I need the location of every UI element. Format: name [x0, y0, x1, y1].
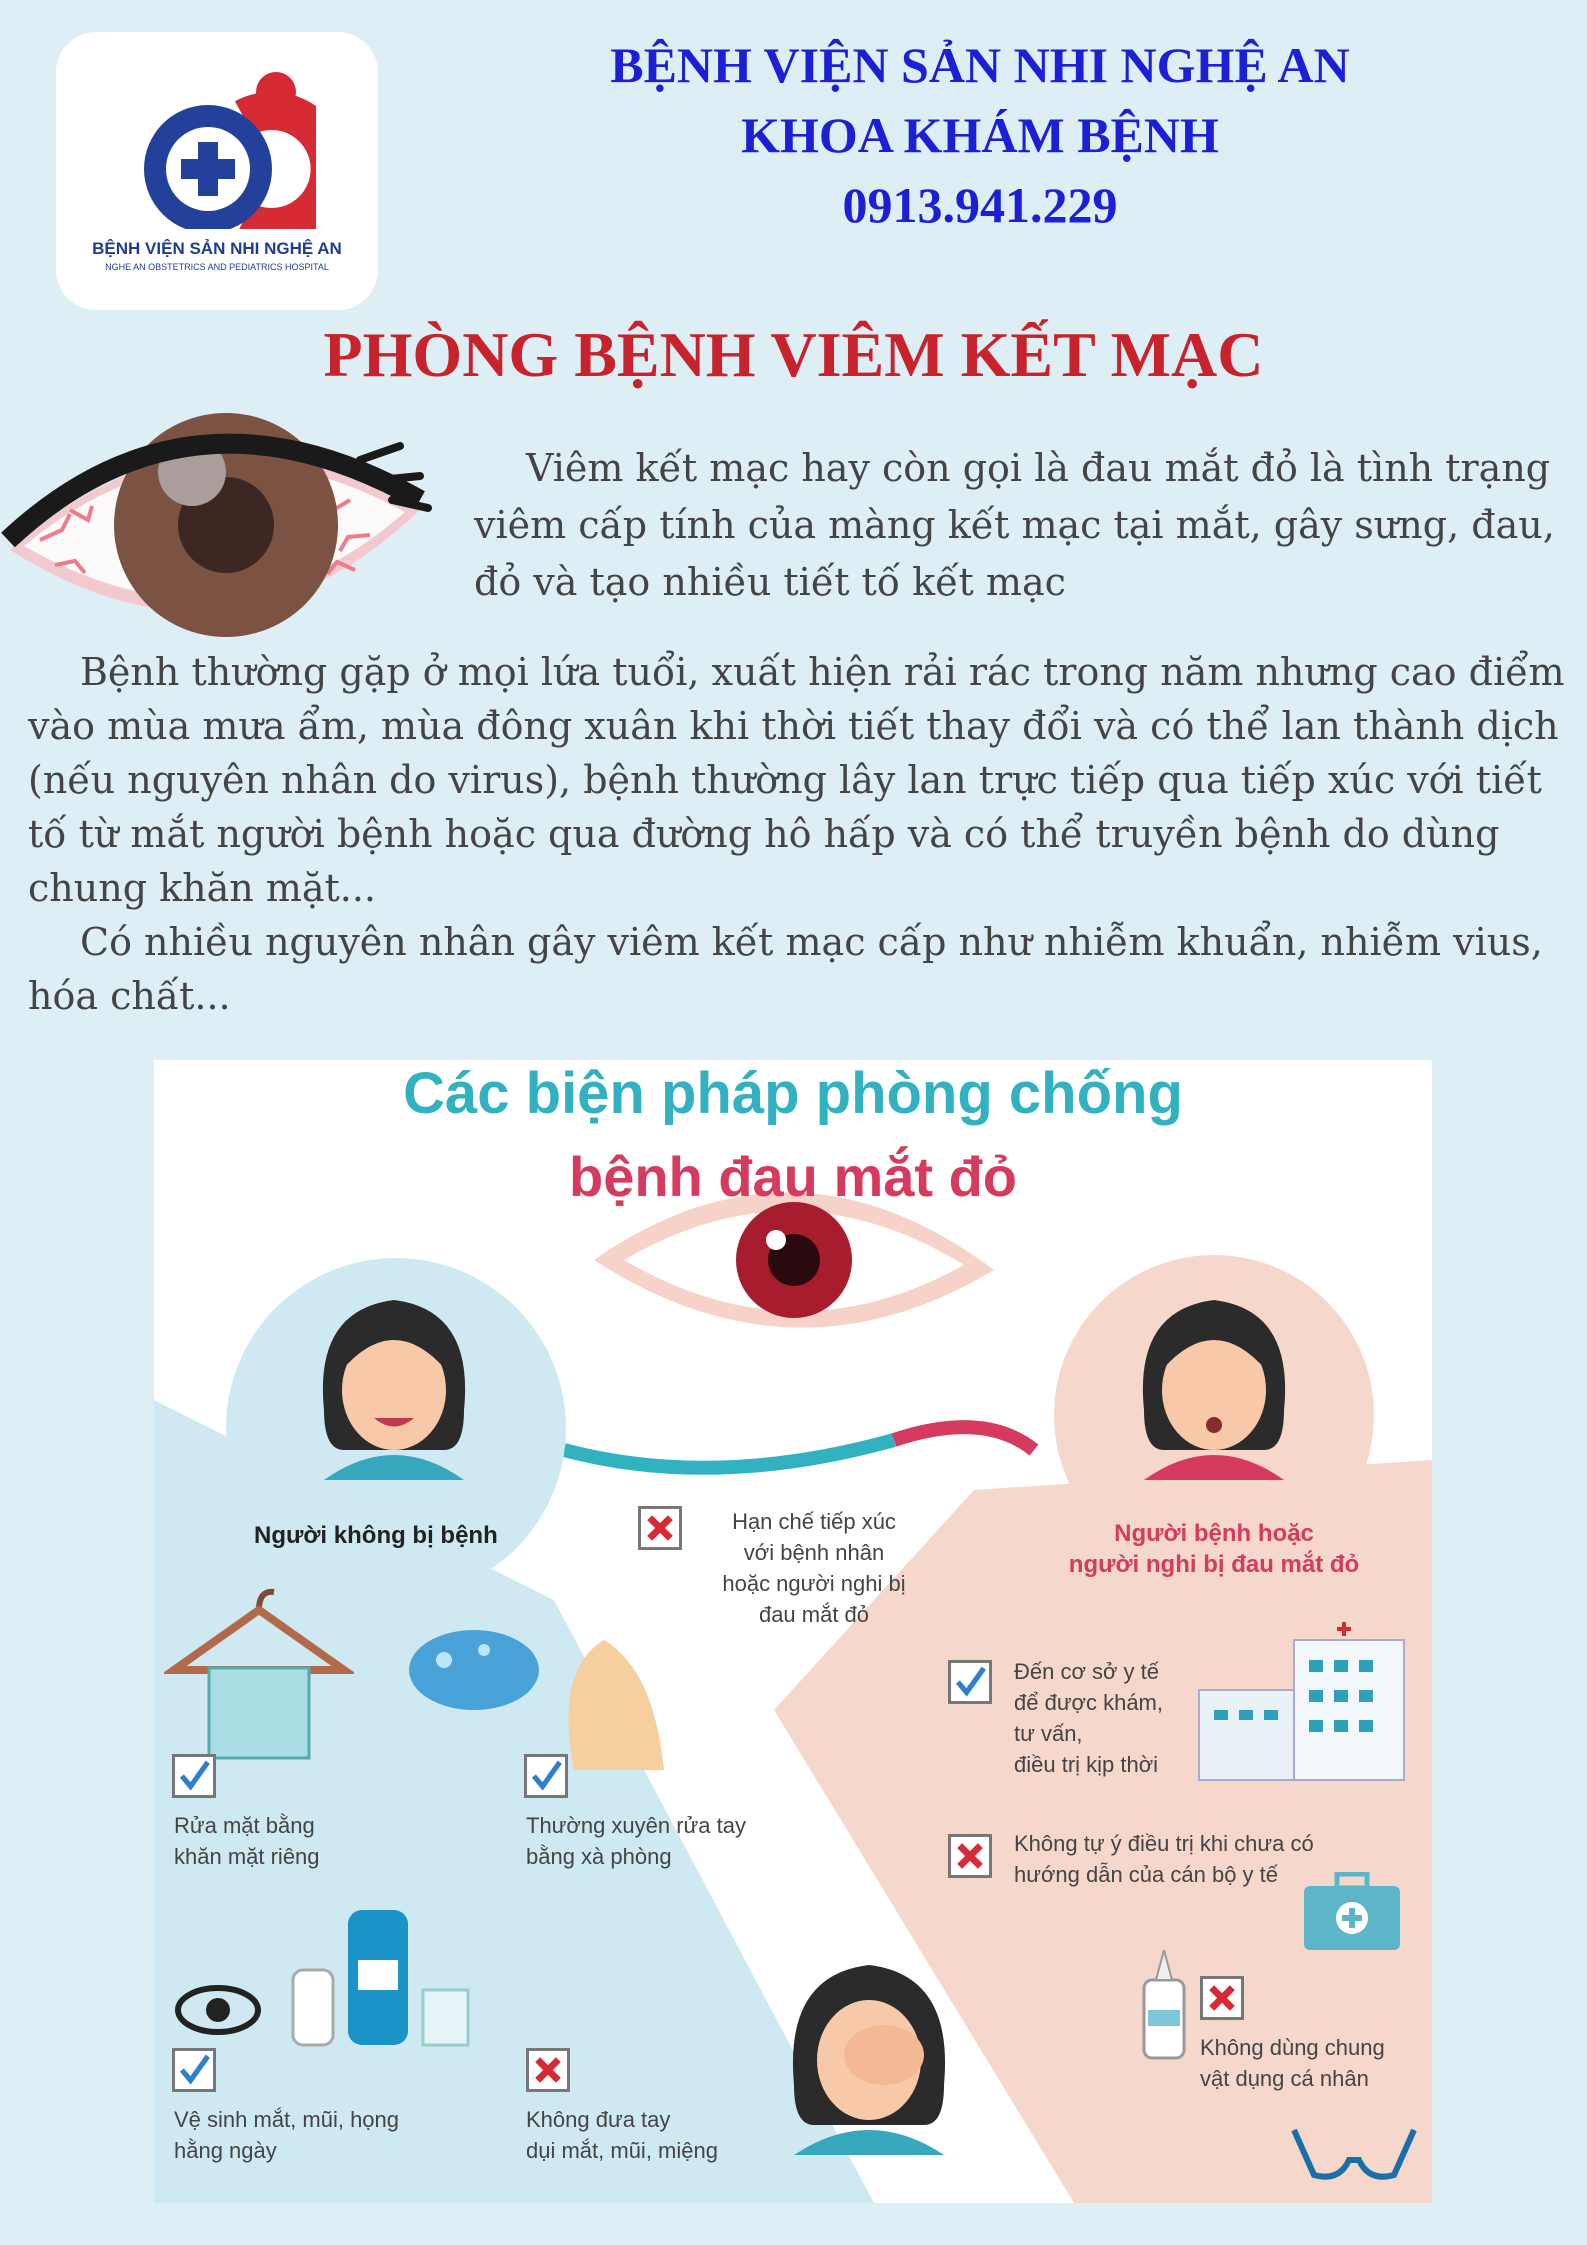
- no-self-treat-line-1: Không tự ý điều trị khi chưa có: [1014, 1831, 1314, 1856]
- phone-number: 0913.941.229: [842, 177, 1118, 233]
- hygiene-line-1: Vệ sinh mắt, mũi, họng: [174, 2107, 400, 2132]
- wash-face-line-1: Rửa mặt bằng: [174, 1813, 315, 1838]
- wash-hands-line-1: Thường xuyên rửa tay: [526, 1813, 746, 1838]
- department-name: KHOA KHÁM BỆNH: [741, 107, 1219, 163]
- limit-contact-line-4: đau mắt đỏ: [758, 1602, 870, 1627]
- eye-drops-icon: [168, 1900, 488, 2050]
- limit-contact-line-2: với bệnh nhân: [743, 1540, 885, 1565]
- go-clinic-line-4: điều trị kịp thời: [1014, 1752, 1159, 1777]
- check-icon: [172, 1754, 216, 1798]
- hospital-logo: [56, 32, 378, 310]
- go-clinic-line-3: tư vấn,: [1014, 1721, 1083, 1746]
- go-clinic-text: [1014, 1656, 1163, 1780]
- limit-contact-line-1: Hạn chế tiếp xúc: [732, 1509, 896, 1534]
- hygiene-text: [174, 2104, 399, 2166]
- dropper-bottle-icon: [1134, 1950, 1194, 2060]
- prevention-infographic: [154, 1060, 1432, 2203]
- no-touch-line-2: dụi mắt, mũi, miệng: [526, 2138, 718, 2163]
- soap-hands-icon: [404, 1610, 704, 1770]
- limit-contact-line-3: hoặc người nghi bị: [722, 1571, 906, 1596]
- hospital-building-icon: [1194, 1620, 1414, 1790]
- sick-person-label-line-1: Người bệnh hoặc: [1114, 1520, 1314, 1547]
- wash-face-text: [174, 1810, 320, 1872]
- cross-icon: [526, 2048, 570, 2092]
- intro-paragraph: Viêm kết mạc hay còn gọi là đau mắt đỏ là tình trạng viêm cấp tính của màng kết mạc tại mắt, gây sưng, đau, đỏ và tạo nhiều tiết tố kết mạc: [474, 446, 1555, 604]
- woman-rubbing-eye-icon: [764, 1955, 974, 2155]
- cross-icon: [638, 1506, 682, 1550]
- infographic-title: Các biện pháp phòng chống: [403, 1061, 1183, 1126]
- infographic-subtitle: bệnh đau mắt đỏ: [569, 1145, 1017, 1208]
- sick-person-label-line-2: người nghi bị đau mắt đỏ: [1068, 1551, 1360, 1578]
- no-self-treat-text: [1014, 1828, 1314, 1890]
- towel-hanger-icon: [164, 1580, 354, 1760]
- check-icon: [948, 1660, 992, 1704]
- hospital-logo-icon: [116, 54, 316, 229]
- wash-hands-line-2: bằng xà phòng: [526, 1844, 672, 1869]
- wash-hands-text: [526, 1810, 746, 1872]
- no-share-text: [1200, 2032, 1385, 2094]
- no-self-treat-line-2: hướng dẫn của cán bộ y tế: [1014, 1862, 1278, 1887]
- no-share-line-1: Không dùng chung: [1200, 2035, 1385, 2060]
- hospital-name: BỆNH VIỆN SẢN NHI NGHỆ AN: [610, 37, 1350, 93]
- red-eye-illustration: [0, 400, 440, 640]
- hygiene-line-2: hằng ngày: [174, 2138, 277, 2163]
- logo-name: BỆNH VIỆN SẢN NHI NGHỆ AN: [92, 239, 342, 258]
- wash-face-line-2: khăn mặt riêng: [174, 1844, 320, 1869]
- sick-person-icon: [1114, 1290, 1314, 1480]
- sick-person-label: [1034, 1518, 1394, 1580]
- glasses-icon: [1284, 2120, 1424, 2190]
- check-icon: [172, 2048, 216, 2092]
- cross-icon: [948, 1834, 992, 1878]
- body-paragraph-2: Có nhiều nguyên nhân gây viêm kết mạc cấp như nhiễm khuẩn, nhiễm vius, hóa chất...: [28, 920, 1543, 1018]
- limit-contact-text: [684, 1506, 944, 1630]
- logo-subname: NGHE AN OBSTETRICS AND PEDIATRICS HOSPITAL: [105, 262, 329, 272]
- page-title: PHÒNG BỆNH VIÊM KẾT MẠC: [323, 319, 1264, 390]
- first-aid-kit-icon: [1302, 1872, 1402, 1952]
- body-paragraph-1: Bệnh thường gặp ở mọi lứa tuổi, xuất hiện rải rác trong năm nhưng cao điểm vào mùa mưa ẩm, mùa đông xuân khi thời tiết thay đổi và có thể lan thành dịch (nếu nguyên nhân do virus), bệnh thường lây lan trực tiếp qua tiếp xúc với tiết tố từ mắt người bệnh hoặc qua đường hô hấp và có thể truyền bệnh do dùng chung khăn mặt...: [28, 650, 1565, 910]
- check-icon: [524, 1754, 568, 1798]
- no-touch-text: [526, 2104, 718, 2166]
- healthy-person-icon: [294, 1290, 494, 1480]
- healthy-person-label: Người không bị bệnh: [254, 1522, 498, 1549]
- body-text: [28, 645, 1568, 1023]
- no-touch-line-1: Không đưa tay: [526, 2107, 671, 2132]
- no-share-line-2: vật dụng cá nhân: [1200, 2066, 1369, 2091]
- cross-icon: [1200, 1976, 1244, 2020]
- go-clinic-line-2: để được khám,: [1014, 1690, 1163, 1715]
- go-clinic-line-1: Đến cơ sở y tế: [1014, 1659, 1160, 1684]
